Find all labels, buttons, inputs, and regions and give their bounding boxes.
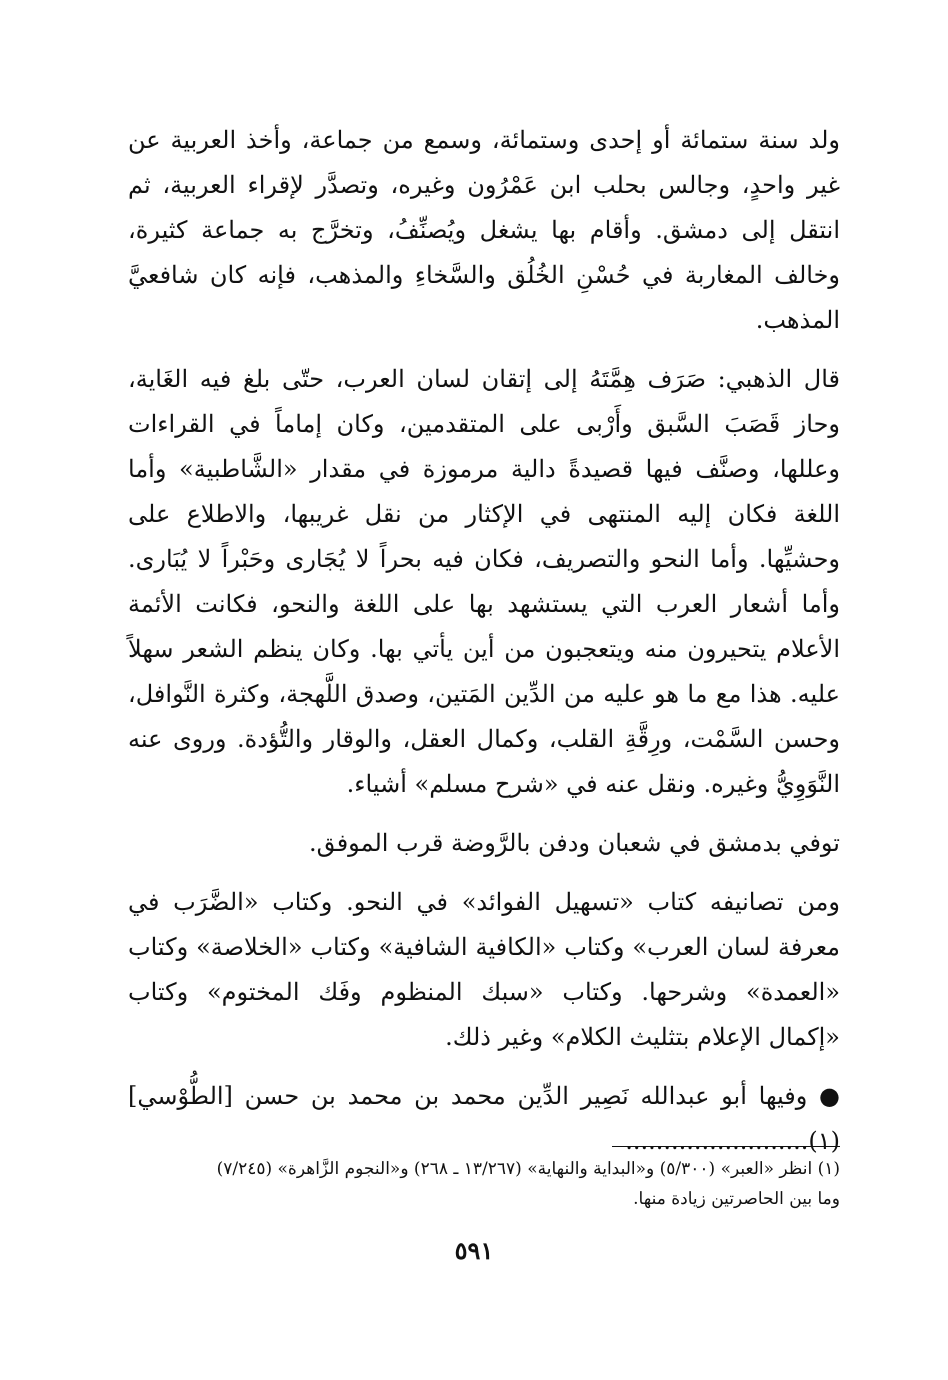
footnote-line: وما بين الحاصرتين زيادة منها. [633, 1189, 840, 1209]
page-number: ٥٩١ [454, 1236, 494, 1265]
paragraph-tusi: ● وفيها أبو عبدالله نَصِير الدِّين محمد بن محمد بن حسن [الطُّوْسي](١)........................ [128, 1082, 841, 1155]
paragraph-works: ومن تصانيفه كتاب «تسهيل الفوائد» في النحو. وكتاب «الضَّرَب في معرفة لسان العرب» وكتاب «الكافية الشافية» وكتاب «الخلاصة» وكتاب «العمدة» وشرحها. وكتاب «سبك المنظوم وفَك المختوم» وكتاب «إكمال الإعلام بتثليث الكلام» وغير ذلك. [128, 888, 840, 1051]
paragraph-dhahabi: قال الذهبي: صَرَف هِمَّتَهُ إلى إتقان لسان العرب، حتّى بلغ فيه الغَاية، وحاز قَصَبَ السَّبق وأَرْبى على المتقدمين، وكان إماماً في القراءات وعللها، وصنَّف فيها قصيدةً دالية مرموزة في مقدار «الشَّاطبية» وأما اللغة فكان إليه المنتهى في الإكثار من نقل غريبها، والاطلاع على وحشيِّها. وأما النحو والتصريف، فكان فيه بحراً لا يُجَارى وحَبْراً لا يُبَارى. وأما أشعار العرب التي يستشهد بها على اللغة والنحو، فكانت الأئمة الأعلام يتحيرون منه ويتعجبون من أين يأتي بها. وكان ينظم الشعر سهلاً عليه. هذا مع ما هو عليه من الدِّين المَتين، وصدق اللَّهجة، وكثرة النَّوافل، وحسن السَّمْت، ورِقَّةِ القلب، وكمال العقل، والوقار والتُّؤدة. وروى عنه النَّوَوِيُّ وغيره. ونقل عنه في «شرح مسلم» أشياء. [128, 365, 841, 798]
paragraph-birth: ولد سنة ستمائة أو إحدى وستمائة، وسمع من جماعة، وأخذ العربية عن غير واحدٍ، وجالس بحلب ابن عَمْرُون وغيره، وتصدَّر لإقراء العربية، ثم انتقل إلى دمشق. وأقام بها يشغل ويُصنِّفُ، وتخرَّج به جماعة كثيرة، وخالف المغاربة في حُسْنِ الخُلُق والسَّخاءِ والمذهب، فإنه كان شافعيَّ المذهب. [128, 126, 840, 334]
footnote-divider [612, 1146, 840, 1147]
main-text [128, 118, 840, 1178]
paragraph-death: توفي بدمشق في شعبان ودفن بالرَّوضة قرب الموفق. [309, 829, 840, 857]
footnote-line: (١) انظر «العبر» (٥/٣٠٠) و«البداية والنهاية» (١٣/٢٦٧ ـ ٢٦٨) و«النجوم الزَّاهرة» (٧/٢٤٥) [216, 1159, 840, 1179]
footnotes [128, 1154, 840, 1214]
